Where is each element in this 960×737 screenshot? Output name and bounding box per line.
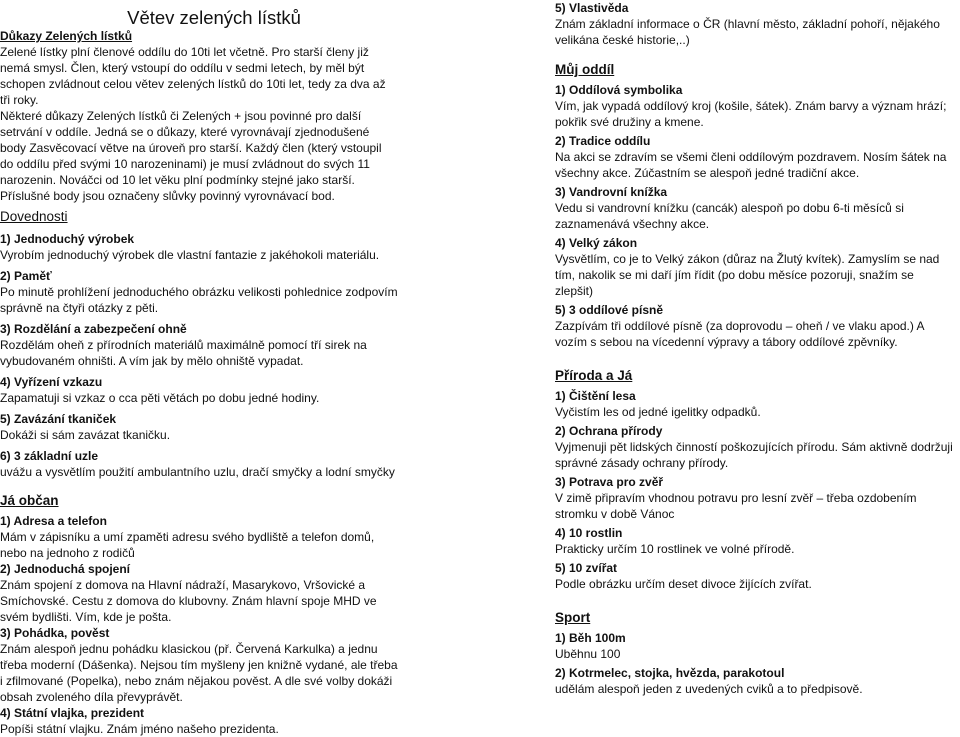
list-item (0, 705, 398, 737)
item-text: Vyjmenuji pět lidských činností poškozujících přírodu. Sám aktivně dodržuji správné zásady ochrany přírody. (555, 440, 953, 470)
skills-heading: Dovednosti (0, 209, 68, 224)
item-title: 6) 3 základní uzle (0, 449, 99, 463)
item-text: uvážu a vysvětlím použití ambulantního uzlu, dračí smyčky a lodní smyčky (0, 465, 395, 479)
item-title: 2) Paměť (0, 269, 52, 283)
list-item (0, 561, 398, 625)
item-title: 2) Tradice oddílu (555, 134, 651, 148)
list-item (0, 321, 398, 369)
list-item (555, 560, 955, 592)
item-title: 1) Čištění lesa (555, 389, 636, 403)
list-item (555, 423, 955, 471)
right-column (555, 0, 955, 697)
list-item (555, 184, 955, 232)
list-item (555, 525, 955, 557)
list-item (0, 268, 398, 316)
item-text: Vedu si vandrovní knížku (cancák) alespoň po dobu 6-ti měsíců si zaznamenává všechny akce. (555, 201, 904, 231)
left-column (0, 0, 398, 737)
list-item (0, 411, 398, 443)
item-text: Prakticky určím 10 rostlinek ve volné přírodě. (555, 542, 795, 556)
item-title: 1) Jednoduchý výrobek (0, 232, 135, 246)
list-item (555, 235, 955, 299)
list-item (0, 231, 398, 263)
list-item (0, 374, 398, 406)
item-title: 3) Potrava pro zvěř (555, 475, 664, 489)
item-title: 2) Jednoduchá spojení (0, 562, 131, 576)
item-text: Mám v zápisníku a umí zpaměti adresu svého bydliště a telefon domů, nebo na jednoho z rodičů (0, 530, 375, 560)
item-title: 5) Vlastivěda (555, 1, 629, 15)
sport-heading: Sport (555, 610, 591, 625)
item-title: 5) 3 oddílové písně (555, 303, 664, 317)
list-item (555, 474, 955, 522)
list-item (555, 665, 955, 697)
nature-heading: Příroda a Já (555, 368, 633, 383)
item-title: 4) Vyřízení vzkazu (0, 375, 103, 389)
skills-list (0, 231, 398, 480)
item-text: Vyrobím jednoduchý výrobek dle vlastní fantazie z jakéhokoli materiálu. (0, 248, 380, 262)
item-title: 4) 10 rostlin (555, 526, 623, 540)
item-text: Podle obrázku určím deset divoce žijících zvířat. (555, 577, 812, 591)
item-text: Popíši státní vlajku. Znám jméno našeho prezidenta. (0, 722, 279, 736)
item-text: udělám alespoň jeden z uvedených cviků a to předpisově. (555, 682, 863, 696)
item-title: 3) Pohádka, pověst (0, 626, 110, 640)
citizen-list (0, 513, 398, 737)
intro-paragraph-1: Zelené lístky plní členové oddílu do 10ti let včetně. Pro starší členy již nemá smysl. Člen, který vstoupí do oddílu v sedmi letech, by měl být schopen zvládnout celou větev zelených lístků do 10ti let, tedy za dva až tři roky. (0, 45, 386, 107)
item-text: Po minutě prohlížení jednoduchého obrázku velikosti pohlednice zodpovím správně na čtyři otázky z pěti. (0, 285, 398, 315)
item-title: 1) Oddílová symbolika (555, 83, 683, 97)
troop-list (555, 82, 955, 350)
item-title: 1) Běh 100m (555, 631, 626, 645)
item-title: 2) Ochrana přírody (555, 424, 663, 438)
item-text: Zapamatuji si vzkaz o cca pěti větách po dobu jedné hodiny. (0, 391, 320, 405)
list-item (555, 133, 955, 181)
list-item (555, 388, 955, 420)
list-item (0, 448, 398, 480)
item-title: 4) Státní vlajka, prezident (0, 706, 145, 720)
intro-paragraph-2: Některé důkazy Zelených lístků či Zelených + jsou povinné pro další setrvání v oddíle. Jedná se o důkazy, které vyrovnávají zjednodušené body Zasvěcovací větve na úroveň pro starší. Každý člen (který vstoupil do oddílu před svými 10 narozeninami) je musí zvládnout do svých 11 narozenin. Nováčci od 10 let věku plní podmínky stejné jako starší. Příslušné body jsou označeny slůvky povinný vyrovnávací bod. (0, 109, 382, 203)
item-title: 3) Vandrovní knížka (555, 185, 668, 199)
item-text: Zazpívám tři oddílové písně (za doprovodu – oheň / ve vlaku apod.) A vozím s sebou na vícedenní výpravy a tábory oddílové zpěvníky. (555, 319, 924, 349)
proofs-heading: Důkazy Zelených lístků (0, 29, 133, 43)
nature-list (555, 388, 955, 592)
item-title: 1) Adresa a telefon (0, 514, 107, 528)
list-item (555, 302, 955, 350)
item-text: Na akci se zdravím se všemi členi oddílovým pozdravem. Nosím šátek na všechny akce. Zúčastním se alespoň jedné tradiční akce. (555, 150, 947, 180)
item-text: Uběhnu 100 (555, 647, 621, 661)
item-title: 5) Zavázání tkaniček (0, 412, 117, 426)
list-item (555, 82, 955, 130)
troop-heading: Můj oddíl (555, 62, 615, 77)
item-text: Vysvětlím, co je to Velký zákon (důraz na Žlutý kvítek). Zamyslím se nad tím, nakolik se mi daří jím řídit (po dobu měsíce pozoruji, snažím se zlepšit) (555, 252, 940, 298)
item-text: V zimě připravím vhodnou potravu pro lesní zvěř – třeba ozdobením stromku v době Vánoc (555, 491, 917, 521)
item-title: 3) Rozdělání a zabezpečení ohně (0, 322, 187, 336)
item-text: Dokáži si sám zavázat tkaničku. (0, 428, 171, 442)
item-title: 2) Kotrmelec, stojka, hvězda, parakotoul (555, 666, 785, 680)
list-item (0, 513, 398, 561)
item-text: Vyčistím les od jedné igelitky odpadků. (555, 405, 761, 419)
item-title: 5) 10 zvířat (555, 561, 618, 575)
item-text: Vím, jak vypadá oddílový kroj (košile, šátek). Znám barvy a význam hrází; pokřik své družiny a kmene. (555, 99, 947, 129)
list-item (555, 630, 955, 662)
item-title: 4) Velký zákon (555, 236, 638, 250)
sport-list (555, 630, 955, 697)
item-text: Znám základní informace o ČR (hlavní město, základní pohoří, nějakého velikána české historie,..) (555, 17, 940, 47)
list-item (555, 0, 955, 48)
item-text: Rozdělám oheň z přírodních materiálů maximálně pomocí tří sirek na vybudovaném ohništi. A vím jak by mělo ohniště vypadat. (0, 338, 367, 368)
item-text: Znám alespoň jednu pohádku klasickou (př. Červená Karkulka) a jednu třeba moderní (Dášenka). Nejsou tím myšleny jen knižně vydané, ale třeba i zfilmované (Popelka), nebo znám nějakou pověst. A dle své volby dokáži obsah zvoleného díla převyprávět. (0, 642, 398, 704)
item-text: Znám spojení z domova na Hlavní nádraží, Masarykovo, Vršovické a Smíchovské. Cestu z domova do klubovny. Znám hlavní spoje MHD ve svém bydlišti. Vím, kde je pošta. (0, 578, 377, 624)
citizen-heading: Já občan (0, 493, 59, 508)
page-title: Větev zelených lístků (127, 7, 301, 28)
list-item (0, 625, 398, 705)
